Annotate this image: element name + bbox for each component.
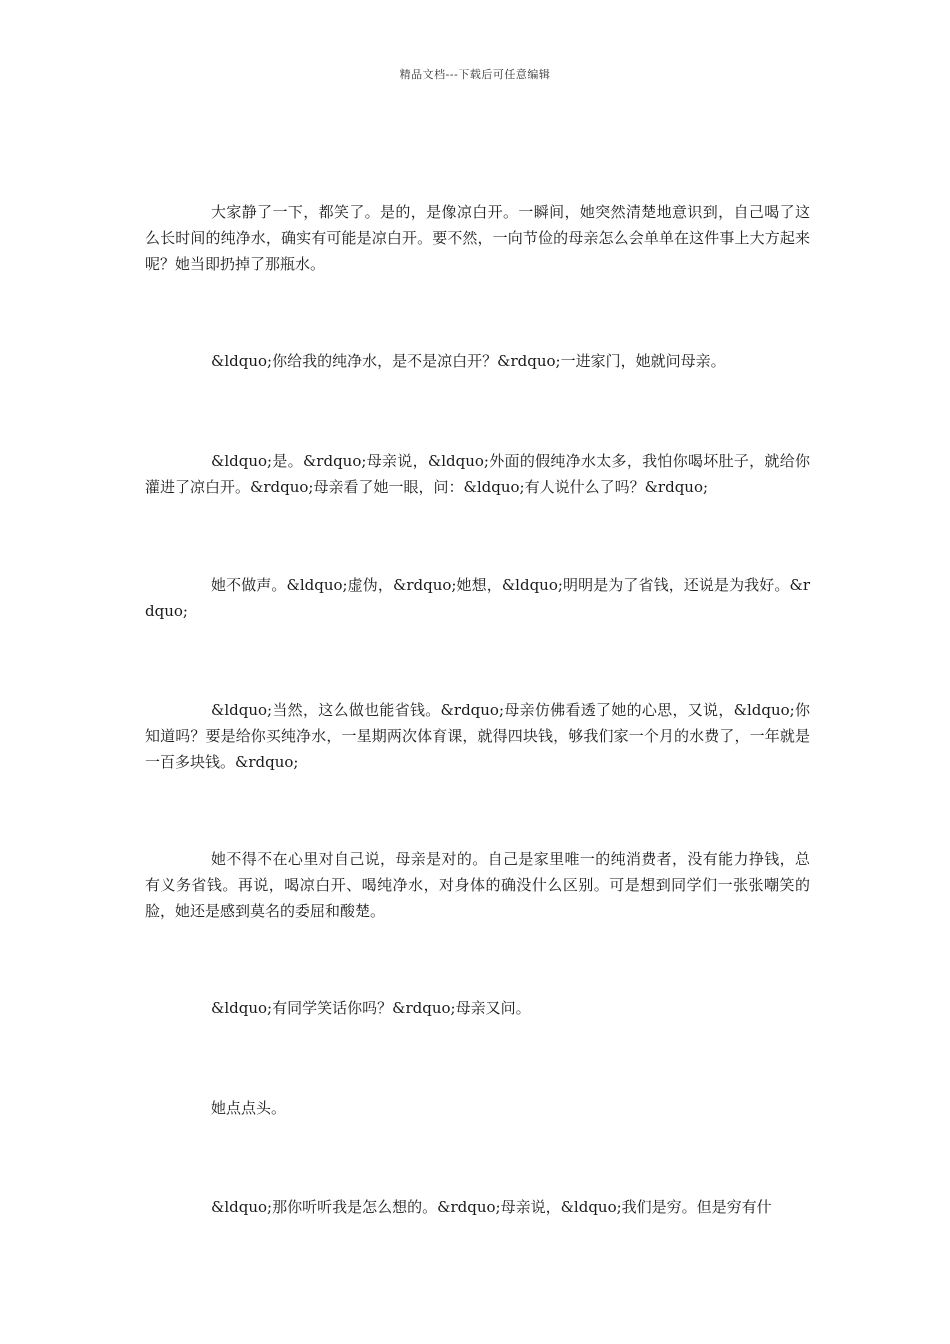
paragraph-6: 她不得不在心里对自己说，母亲是对的。自己是家里唯一的纯消费者，没有能力挣钱，总有义务省钱。再说，喝凉白开、喝纯净水，对身体的确没什么区别。可是想到同学们一张张嘲笑的脸，她还是感到莫名的委屈和酸楚。 [145, 850, 810, 920]
paragraph-2: &ldquo;你给我的纯净水，是不是凉白开？&rdquo;一进家门，她就问母亲。 [211, 352, 726, 370]
paragraph-8: 她点点头。 [211, 1099, 287, 1117]
paragraph-3: &ldquo;是。&rdquo;母亲说，&ldquo;外面的假纯净水太多，我怕你喝坏肚子，就给你灌进了凉白开。&rdquo;母亲看了她一眼，问：&ldquo;有人说什么了吗？&rdquo; [145, 452, 810, 496]
paragraph-9: &ldquo;那你听听我是怎么想的。&rdquo;母亲说，&ldquo;我们是穷。但是穷有什 [211, 1198, 772, 1216]
page-header: 精品文档---下载后可任意编辑 [399, 68, 551, 81]
paragraph-5: &ldquo;当然，这么做也能省钱。&rdquo;母亲仿佛看透了她的心思，又说，&ldquo;你知道吗？要是给你买纯净水，一星期两次体育课，就得四块钱，够我们家一个月的水费了，一年就是一百多块钱。&rdquo; [145, 701, 810, 771]
paragraph-1: 大家静了一下，都笑了。是的，是像凉白开。一瞬间，她突然清楚地意识到，自己喝了这么长时间的纯净水，确实有可能是凉白开。要不然，一向节俭的母亲怎么会单单在这件事上大方起来呢？她当即扔掉了那瓶水。 [145, 203, 810, 273]
paragraph-4: 她不做声。&ldquo;虚伪，&rdquo;她想，&ldquo;明明是为了省钱，还说是为我好。&rdquo; [145, 576, 810, 620]
paragraph-7: &ldquo;有同学笑话你吗？&rdquo;母亲又问。 [211, 999, 531, 1017]
